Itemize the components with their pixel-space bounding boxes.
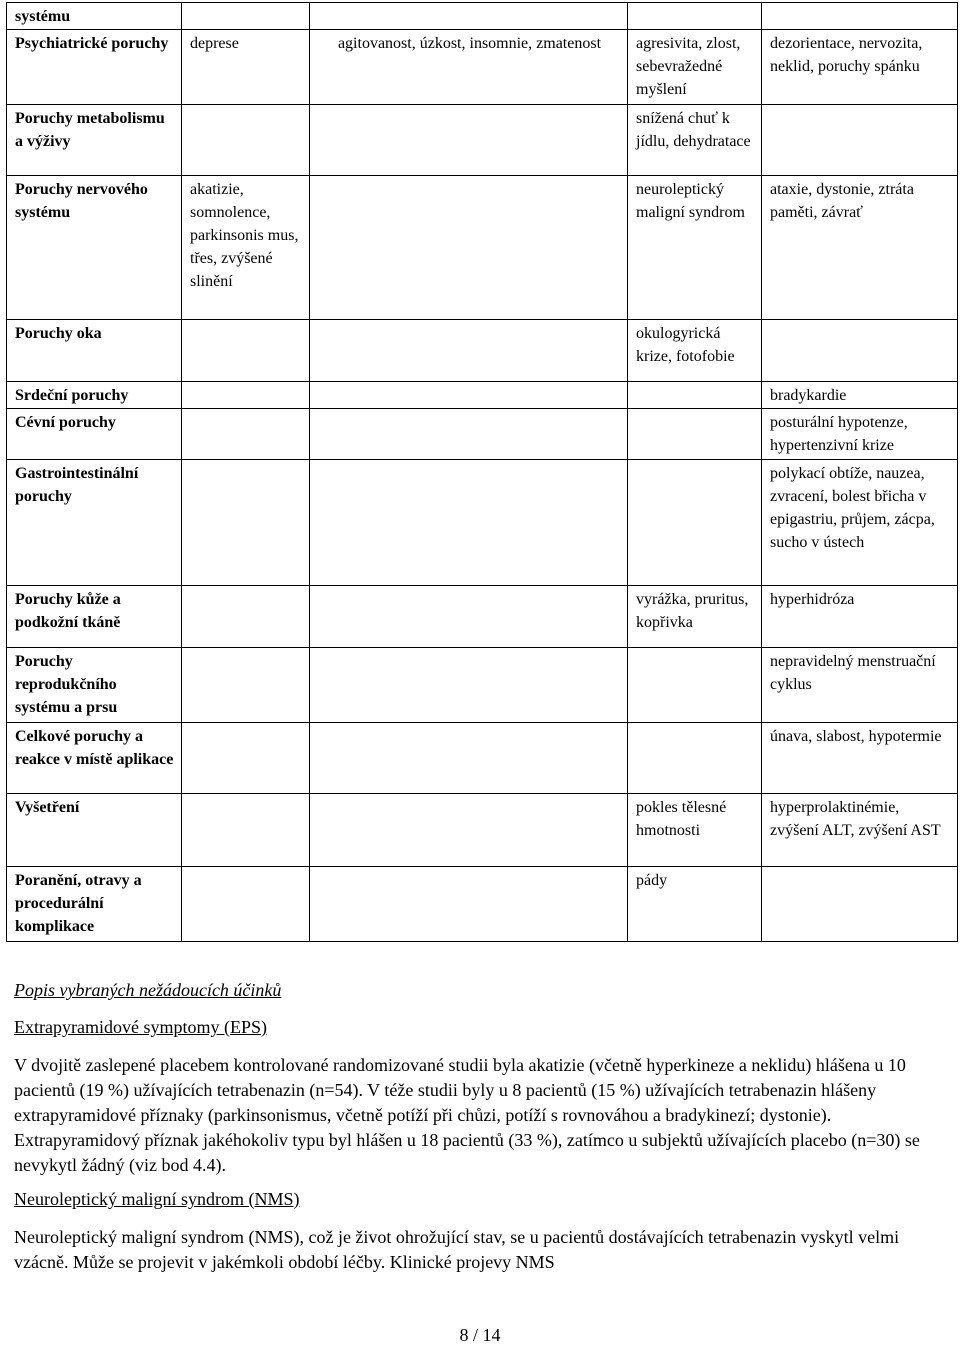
table-row (7, 585, 958, 648)
table-cell: snížená chuť k jídlu, dehydratace (628, 105, 762, 176)
table-cell: ataxie, dystonie, ztráta paměti, závrať (762, 175, 958, 319)
table-cell: pokles tělesné hmotnosti (628, 793, 762, 866)
table-row (7, 3, 958, 30)
row-label: Poranění, otravy a procedurální komplikace (7, 866, 182, 941)
table-cell: únava, slabost, hypotermie (762, 723, 958, 794)
table-cell (310, 409, 628, 460)
row-label: Psychiatrické poruchy (7, 30, 182, 105)
row-label: Cévní poruchy (7, 409, 182, 460)
table-cell (628, 409, 762, 460)
table-cell: dezorientace, nervozita, neklid, poruchy spánku (762, 30, 958, 105)
table-cell: bradykardie (762, 382, 958, 409)
table-cell (310, 648, 628, 723)
nms-heading: Neuroleptický maligní syndrom (NMS) (14, 1189, 300, 1209)
table-cell: posturální hypotenze, hypertenzivní krize (762, 409, 958, 460)
row-label: Poruchy metabolismu a výživy (7, 105, 182, 176)
table-cell (182, 648, 310, 723)
table-cell: nepravidelný menstruační cyklus (762, 648, 958, 723)
page-number: 8 / 14 (459, 1325, 501, 1345)
table-cell (310, 723, 628, 794)
table-cell (628, 460, 762, 585)
table-row (7, 319, 958, 382)
table-cell (182, 585, 310, 648)
nms-paragraph: Neuroleptický maligní syndrom (NMS), což je život ohrožující stav, se u pacientů dostávajících tetrabenazin vyskytl velmi vzácně. Může se projevit v jakémkoli období léčby. Klinické projevy NMS (14, 1227, 900, 1272)
eps-heading: Extrapyramidové symptomy (EPS) (14, 1017, 267, 1037)
table-cell (182, 3, 310, 30)
row-label: Poruchy kůže a podkožní tkáně (7, 585, 182, 648)
table-cell (310, 319, 628, 382)
table-cell (182, 793, 310, 866)
table-cell (182, 319, 310, 382)
table-row (7, 409, 958, 460)
row-label: Poruchy reprodukčního systému a prsu (7, 648, 182, 723)
section-title: Popis vybraných nežádoucích účinků (14, 980, 282, 1000)
table-cell (310, 3, 628, 30)
table-cell (762, 319, 958, 382)
table-row (7, 648, 958, 723)
table-cell (628, 648, 762, 723)
table-row (7, 723, 958, 794)
row-label: Celkové poruchy a reakce v místě aplikace (7, 723, 182, 794)
table-cell: polykací obtíže, nauzea, zvracení, bolest břicha v epigastriu, průjem, zácpa, sucho v ústech (762, 460, 958, 585)
table-row (7, 30, 958, 105)
table-cell (310, 175, 628, 319)
eps-paragraph: V dvojitě zaslepené placebem kontrolované randomizované studii byla akatizie (včetně hyperkineze a neklidu) hlášena u 10 pacientů (19 %) užívajících tetrabenazin (n=54). V téže studii byly u 8 pacientů (15 %) užívajících tetrabenazin hlášeny extrapyramidové příznaky (parkinsonismus, včetně potíží při chůzi, potíží s rovnováhou a bradykinezí; dystonie). Extrapyramidový příznak jakéhokoliv typu byl hlášen u 18 pacientů (33 %), zatímco u subjektů užívajících placebo (n=30) se nevykytl žádný (viz bod 4.4). (14, 1055, 920, 1175)
table-cell (310, 460, 628, 585)
row-label: Vyšetření (7, 793, 182, 866)
table-row (7, 382, 958, 409)
table-cell: neuroleptický maligní syndrom (628, 175, 762, 319)
table-cell (182, 409, 310, 460)
table-cell: okulogyrická krize, fotofobie (628, 319, 762, 382)
table-cell (310, 866, 628, 941)
table-cell (628, 3, 762, 30)
table-cell (628, 723, 762, 794)
table-cell (182, 382, 310, 409)
adverse-effects-table (6, 2, 958, 942)
table-cell: hyperprolaktinémie, zvýšení ALT, zvýšení AST (762, 793, 958, 866)
table-cell: akatizie, somnolence, parkinsonis mus, třes, zvýšené slinění (182, 175, 310, 319)
row-label: Srdeční poruchy (7, 382, 182, 409)
table-cell: agitovanost, úzkost, insomnie, zmatenost (310, 30, 628, 105)
table-cell (762, 866, 958, 941)
table-cell (182, 723, 310, 794)
table-cell: pády (628, 866, 762, 941)
table-cell: vyrážka, pruritus, kopřivka (628, 585, 762, 648)
table-cell (762, 105, 958, 176)
table-cell (310, 382, 628, 409)
row-label: Poruchy oka (7, 319, 182, 382)
row-label: systému (7, 3, 182, 30)
table-cell (310, 105, 628, 176)
table-cell (762, 3, 958, 30)
table-cell: deprese (182, 30, 310, 105)
table-row (7, 105, 958, 176)
table-cell: hyperhidróza (762, 585, 958, 648)
table-row (7, 460, 958, 585)
table-cell (310, 585, 628, 648)
table-cell (182, 866, 310, 941)
row-label: Gastrointestinální poruchy (7, 460, 182, 585)
table-cell (628, 382, 762, 409)
table-cell (310, 793, 628, 866)
table-row (7, 175, 958, 319)
row-label: Poruchy nervového systému (7, 175, 182, 319)
table-row (7, 866, 958, 941)
table-cell (182, 460, 310, 585)
table-row (7, 793, 958, 866)
table-cell (182, 105, 310, 176)
table-cell: agresivita, zlost, sebevražedné myšlení (628, 30, 762, 105)
